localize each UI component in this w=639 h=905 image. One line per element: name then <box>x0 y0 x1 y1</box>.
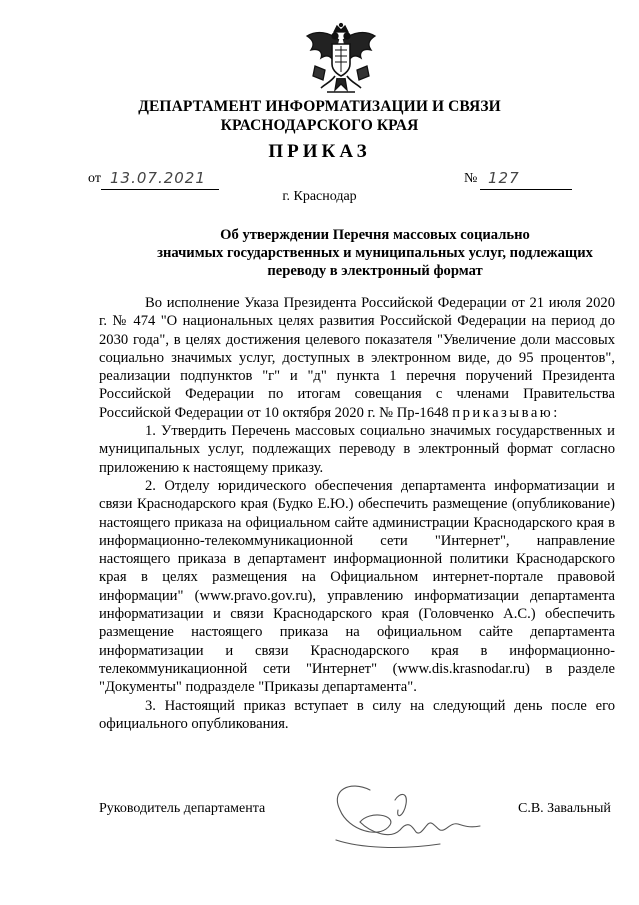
subject-line1: Об утверждении Перечня массовых социально <box>220 227 530 243</box>
subject-line2: значимых государственных и муниципальных услуг, подлежащих <box>157 245 593 261</box>
order-word: приказываю: <box>452 404 560 421</box>
order-date: 13.07.2021 <box>110 169 206 187</box>
body-intro-text: Во исполнение Указа Президента Российской Федерации от 21 июля 2020 г. № 474 "О национальных целях развития Российской Федерации на период до 2030 года", в целях достижения целевого показателя "Увеличение доли массовых социально значимых услуг, доступных в электронном виде, до 95 процентов", реализации подпунктов "г" и "д" пункта 1 перечня поручений Президента Российской Федерации по итогам совещания с членами Правительства Российской Федерации от 10 октября 2020 г. № Пр-1648 <box>99 295 615 421</box>
number-prefix: № <box>464 171 478 186</box>
signatory-role: Руководитель департамента <box>99 801 266 816</box>
coat-of-arms-icon <box>301 22 381 96</box>
city-line: г. Краснодар <box>282 189 357 204</box>
order-subject <box>140 226 610 280</box>
body-item-3: 3. Настоящий приказ вступает в силу на следующий день после его официального опубликования. <box>99 697 615 732</box>
signatory-name: С.В. Завальный <box>518 801 611 816</box>
order-body <box>99 294 615 733</box>
department-name-line1: ДЕПАРТАМЕНТ ИНФОРМАТИЗАЦИИ И СВЯЗИ <box>138 98 501 115</box>
body-intro-paragraph <box>99 294 615 422</box>
body-item-1: 1. Утвердить Перечень массовых социально значимых государственных и муниципальных услуг, подлежащих переводу в электронный формат согласно приложению к настоящему приказу. <box>99 423 615 476</box>
order-title: ПРИКАЗ <box>268 141 371 162</box>
order-number: 127 <box>488 169 520 187</box>
handwritten-signature-icon <box>300 770 500 865</box>
body-item-2: 2. Отделу юридического обеспечения департамента информатизации и связи Краснодарского края (Будко Е.Ю.) обеспечить размещение (опубликование) настоящего приказа на официальном сайте администрации Краснодарского края в информационно-телекоммуникационной сети "Интернет", направление настоящего приказа в департамент информационной политики Краснодарского края в целях размещения на Официальном интернет-портале правовой информации" (www.pravo.gov.ru), управлению информатизации департамента информатизации и связи Краснодарского края (Головченко А.С.) обеспечить размещение настоящего приказа на официальном сайте департамента информатизации и связи Краснодарского края в информационно-телекоммуникационной сети "Интернет" (www.dis.krasnodar.ru) в разделе "Документы" подразделе "Приказы департамента". <box>99 477 615 696</box>
date-prefix: от <box>88 171 101 186</box>
department-name-line2: КРАСНОДАРСКОГО КРАЯ <box>220 117 419 134</box>
subject-line3: переводу в электронный формат <box>267 263 483 279</box>
